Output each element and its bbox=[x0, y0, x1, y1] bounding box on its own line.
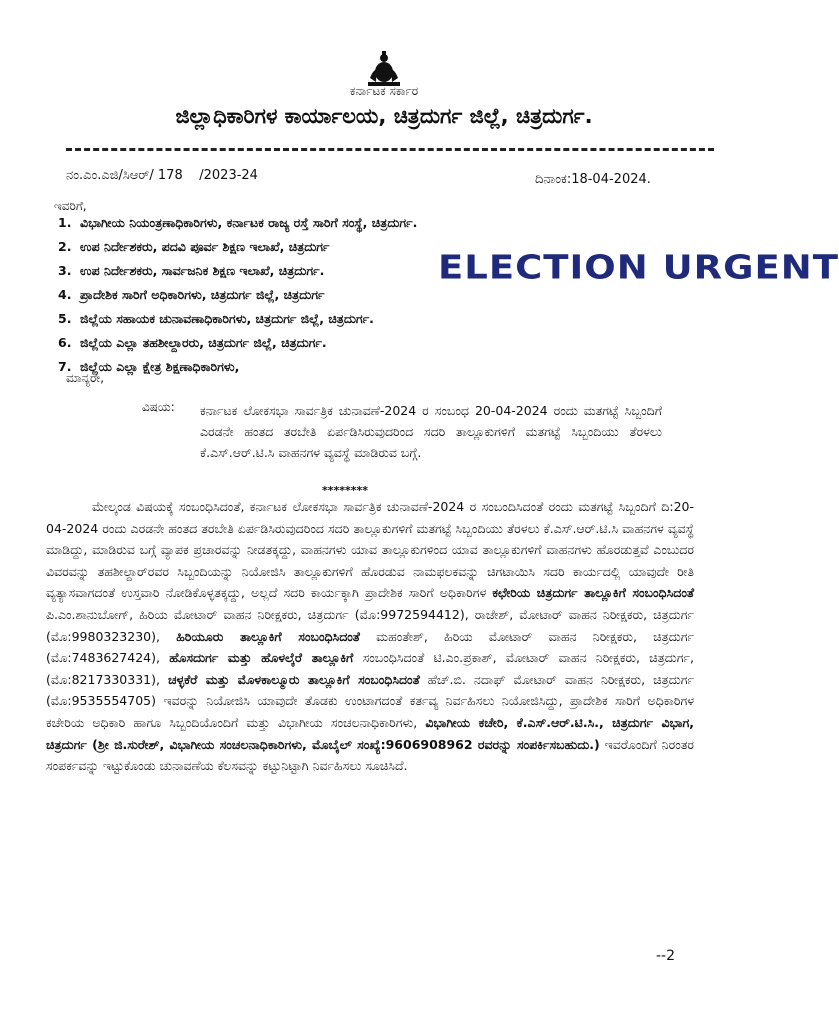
letter-body: ಮೇಲ್ಕಂಡ ವಿಷಯಕ್ಕೆ ಸಂಬಂಧಿಸಿದಂತೆ, ಕರ್ನಾಟಕ ಲೋಕಸಭಾ ಸಾರ್ವತ್ರಿಕ ಚುನಾವಣೆ-2024 ರ ಸಂಬಂದಿಸಿದಂತೆ ರಂದು ಮತಗಟ್ಟೆ ಸಿಬ್ಬಂದಿಗೆ ದಿ:20-04-2024 ರಂದು ಎರಡನೇ ಹಂತದ ತರಬೇತಿ ಏರ್ಪಡಿಸಿರುವುದರಿಂದ ಸದರಿ ತಾಲ್ಲೂಕುಗಳಿಗೆ ಮತಗಟ್ಟೆ ಸಿಬ್ಬಂದಿಯು ತೆರಳಲು ಕೆ.ಎಸ್.ಆರ್.ಟಿ.ಸಿ ವಾಹನಗಳ ವ್ಯವಸ್ಥೆ ಮಾಡಿದ್ದು, ಮಾಡಿರುವ ಬಗ್ಗೆ ವ್ಯಾಪಕ ಪ್ರಚಾರವನ್ನು ನೀಡತಕ್ಕದ್ದು, ವಾಹನಗಳು ಯಾವ ತಾಲ್ಲೂಕುಗಳಿಂದ ಯಾವ ತಾಲ್ಲೂಕುಗಳಿಗೆ ವಾಹನಗಳು ಹೊರಡುತ್ತವೆ ಎಂಬುದರ ವಿವರವನ್ನು ತಹಶೀಲ್ದಾರ್‌ರವರ ಸಿಬ್ಬಂದಿಯನ್ನು ನಿಯೋಜಿಸಿ ತಾಲ್ಲೂಕುಗಳಿಗೆ ಹೊರಡುವ ನಾಮಫಲಕವನ್ನು ಚಿಗಟಾಯಿಸಿ ಸದರಿ ಕಾರ್ಯದಲ್ಲಿ ಯಾವುದೇ ರೀತಿ ವ್ಯತ್ಯಾಸವಾಗದಂತೆ ಉಸ್ತವಾರಿ ನೋಡಿಕೊಳ್ಳತಕ್ಕದ್ದು, ಅಲ್ಲದೆ ಸದರಿ ಕಾರ್ಯಕ್ಕಾಗಿ ಪ್ರಾದೇಶಿಕ ಸಾರಿಗೆ ಅಧಿಕಾರಿಗಳ ಕಛೇರಿಯ ಚಿತ್ರದುರ್ಗ ತಾಲ್ಲೂಕಿಗೆ ಸಂಬಂಧಿಸಿದಂತೆ ಪಿ.ಎಂ.ಶಾನುಬೋಗ್, ಹಿರಿಯ ಮೋಟಾರ್ ವಾಹನ ನಿರೀಕ್ಷಕರು, ಚಿತ್ರದುರ್ಗ (ಮೊ:9972594412), ರಾಜೇಶ್, ಮೋಟಾರ್ ವಾಹನ ನಿರೀಕ್ಷಕರು, ಚಿತ್ರದುರ್ಗ (ಮೊ:9980323230), ಹಿರಿಯೂರು ತಾಲ್ಲೂಕಿಗೆ ಸಂಬಂಧಿಸಿದಂತೆ ಮಹಂತೇಶ್, ಹಿರಿಯ ಮೋಟಾರ್ ವಾಹನ ನಿರೀಕ್ಷಕರು, ಚಿತ್ರದುರ್ಗ (ಮೊ:7483627424), ಹೊಸದುರ್ಗ ಮತ್ತು ಹೊಳಲ್ಕೆರೆ ತಾಲ್ಲೂಕಿಗೆ ಸಂಬಂಧಿಸಿದಂತೆ ಟಿ.ಎಂ.ಪ್ರಕಾಶ್, ಮೋಟಾರ್ ವಾಹನ ನಿರೀಕ್ಷಕರು, ಚಿತ್ರದುರ್ಗ, (ಮೊ:8217330331), ಚಳ್ಳಕೆರೆ ಮತ್ತು ಮೊಳಕಾಲ್ಮೂರು ತಾಲ್ಲೂಕಿಗೆ ಸಂಬಂಧಿಸಿದಂತೆ ಹೆಚ್.ಬಿ. ನದಾಫ್ ಮೋಟಾರ್ ವಾಹನ ನಿರೀಕ್ಷಕರು, ಚಿತ್ರದುರ್ಗ (ಮೊ:9535554705) ಇವರನ್ನು ನಿಯೋಜಿಸಿ ಯಾವುದೇ ತೊಡಕು ಉಂಟಾಗದಂತೆ ಕರ್ತವ್ಯ ನಿರ್ವಹಿಸಲು ನಿಯೋಜಿಸಿದ್ದು, ಪ್ರಾದೇಶಿಕ ಸಾರಿಗೆ ಅಧಿಕಾರಿಗಳ ಕಚೇರಿಯ ಅಧಿಕಾರಿ ಹಾಗೂ ಸಿಬ್ಬಂದಿಯೊಂದಿಗೆ ಮತ್ತು ವಿಭಾಗೀಯ ಸಂಚಲನಾಧಿಕಾರಿಗಳು, ವಿಭಾಗೀಯ ಕಚೇರಿ, ಕೆ.ಎಸ್.ಆರ್.ಟಿ.ಸಿ., ಚಿತ್ರದುರ್ಗ ವಿಭಾಗ, ಚಿತ್ರದುರ್ಗ (ಶ್ರೀ ಜಿ.ಸುರೇಶ್, ವಿಭಾಗೀಯ ಸಂಚಲನಾಧಿಕಾರಿಗಳು, ಮೊಬೈಲ್ ಸಂಖ್ಯೆ:9606908962 ರವರನ್ನು ಸಂಪರ್ಕಿಸಬಹುದು.) ಇವರೊಂದಿಗೆ ನಿರಂತರ ಸಂಪರ್ಕವನ್ನು ಇಟ್ಟುಕೊಂಡು ಚುನಾವಣೆಯ ಕೆಲಸವನ್ನು ಕಟ್ಟುನಿಟ್ಟಾಗಿ ನಿರ್ವಹಿಸಲು ಸೂಚಿಸಿದೆ. bbox=[46, 499, 694, 774]
addressee-item: 7. ಜಿಲ್ಲೆಯ ಎಲ್ಲಾ ಕ್ಷೇತ್ರ ಶಿಕ್ಷಣಾಧಿಕಾರಿಗಳು, bbox=[58, 359, 240, 374]
subject-label: ವಿಷಯ: bbox=[142, 400, 175, 414]
addressee-item: 3. ಉಪ ನಿರ್ದೇಶಕರು, ಸಾರ್ವಜನಿಕ ಶಿಕ್ಷಣ ಇಲಾಖೆ, ಚಿತ್ರದುರ್ಗ. bbox=[58, 263, 325, 278]
highlight-challakere: ಚಳ್ಳಕೆರೆ ಮತ್ತು ಮೊಳಕಾಲ್ಮೂರು ತಾಲ್ಲೂಕಿಗೆ ಸಂಬಂಧಿಸಿದಂತೆ bbox=[168, 671, 420, 687]
page-marker: --2 bbox=[656, 948, 676, 964]
addressee-item: 4. ಪ್ರಾದೇಶಿಕ ಸಾರಿಗೆ ಅಧಿಕಾರಿಗಳು, ಚಿತ್ರದುರ್ಗ ಜಿಲ್ಲೆ, ಚಿತ್ರದುರ್ಗ bbox=[58, 287, 325, 302]
highlight-chitradurga: ಕಛೇರಿಯ ಚಿತ್ರದುರ್ಗ ತಾಲ್ಲೂಕಿಗೆ ಸಂಬಂಧಿಸಿದಂತೆ bbox=[492, 585, 694, 601]
state-emblem-icon bbox=[362, 48, 406, 88]
letter-date: ದಿನಾಂಕ:18-04-2024. bbox=[535, 172, 651, 187]
addressee-item: 5. ಜಿಲ್ಲೆಯ ಸಹಾಯಕ ಚುನಾವಣಾಧಿಕಾರಿಗಳು, ಚಿತ್ರದುರ್ಗ ಜಿಲ್ಲೆ, ಚಿತ್ರದುರ್ಗ. bbox=[58, 311, 374, 326]
highlight-hiriyur: ಹಿರಿಯೂರು ತಾಲ್ಲೂಕಿಗೆ ಸಂಬಂಧಿಸಿದಂತೆ bbox=[176, 628, 360, 644]
addressee-item: 2. ಉಪ ನಿರ್ದೇಶಕರು, ಪದವಿ ಪೂರ್ವ ಶಿಕ್ಷಣ ಇಲಾಖೆ, ಚಿತ್ರದುರ್ಗ bbox=[58, 239, 330, 254]
to-label: ಇವರಿಗೆ, bbox=[54, 199, 87, 213]
government-name: ಕರ್ನಾಟಕ ಸರ್ಕಾರ bbox=[349, 84, 419, 98]
addressee-item: 1. ವಿಭಾಗೀಯ ನಿಯಂತ್ರಣಾಧಿಕಾರಿಗಳು, ಕರ್ನಾಟಕ ರಾಜ್ಯ ರಸ್ತೆ ಸಾರಿಗೆ ಸಂಸ್ಥೆ, ಚಿತ್ರದುರ್ಗ. bbox=[58, 215, 418, 230]
highlight-ksrtc-division: ವಿಭಾಗೀಯ ಕಚೇರಿ, ಕೆ.ಎಸ್.ಆರ್.ಟಿ.ಸಿ., ಚಿತ್ರದುರ್ಗ ವಿಭಾಗ, ಚಿತ್ರದುರ್ಗ (ಶ್ರೀ ಜಿ.ಸುರೇಶ್, ವಿಭಾಗೀಯ ಸಂಚಲನಾಧಿಕಾರಿಗಳು, ಮೊಬೈಲ್ ಸಂಖ್ಯೆ:9606908962 ರವರನ್ನು ಸಂಪರ್ಕಿಸಬಹುದು.) bbox=[46, 714, 694, 752]
separator-stars: ******** bbox=[322, 484, 369, 497]
header-divider bbox=[66, 148, 714, 151]
office-title: ಜಿಲ್ಲಾಧಿಕಾರಿಗಳ ಕಾರ್ಯಾಲಯ, ಚಿತ್ರದುರ್ಗ ಜಿಲ್ಲೆ, ಚಿತ್ರದುರ್ಗ. bbox=[175, 104, 593, 128]
reference-number: ನಂ.ಎಂ.ಎಜಿ/ಸಿಆರ್/ 178 /2023-24 bbox=[66, 168, 258, 183]
salutation: ಮಾನ್ಯರೇ, bbox=[66, 371, 105, 385]
addressee-list bbox=[58, 215, 417, 383]
subject-text: ಕರ್ನಾಟಕ ಲೋಕಸಭಾ ಸಾರ್ವತ್ರಿಕ ಚುನಾವಣೆ-2024 ರ ಸಂಬಂಧ 20-04-2024 ರಂದು ಮತಗಟ್ಟೆ ಸಿಬ್ಬಂದಿಗೆ ಎರಡನೇ ಹಂತದ ತರಬೇತಿ ಏರ್ಪಡಿಸಿರುವುದರಿಂದ ಸದರಿ ತಾಲ್ಲೂಕುಗಳಿಗೆ ಮತಗಟ್ಟೆ ಸಿಬ್ಬಂದಿಯು ತೆರಳಲು ಕೆ.ಎಸ್.ಆರ್.ಟಿ.ಸಿ ವಾಹನಗಳ ವ್ಯವಸ್ಥೆ ಮಾಡಿರುವ ಬಗ್ಗೆ. bbox=[200, 403, 662, 460]
addressee-item: 6. ಜಿಲ್ಲೆಯ ಎಲ್ಲಾ ತಹಶೀಲ್ದಾರರು, ಚಿತ್ರದುರ್ಗ ಜಿಲ್ಲೆ, ಚಿತ್ರದುರ್ಗ. bbox=[58, 335, 327, 350]
highlight-hosadurga: ಹೊಸದುರ್ಗ ಮತ್ತು ಹೊಳಲ್ಕೆರೆ ತಾಲ್ಲೂಕಿಗೆ bbox=[169, 650, 354, 666]
election-urgent-stamp: ELECTION URGENT bbox=[438, 248, 839, 287]
